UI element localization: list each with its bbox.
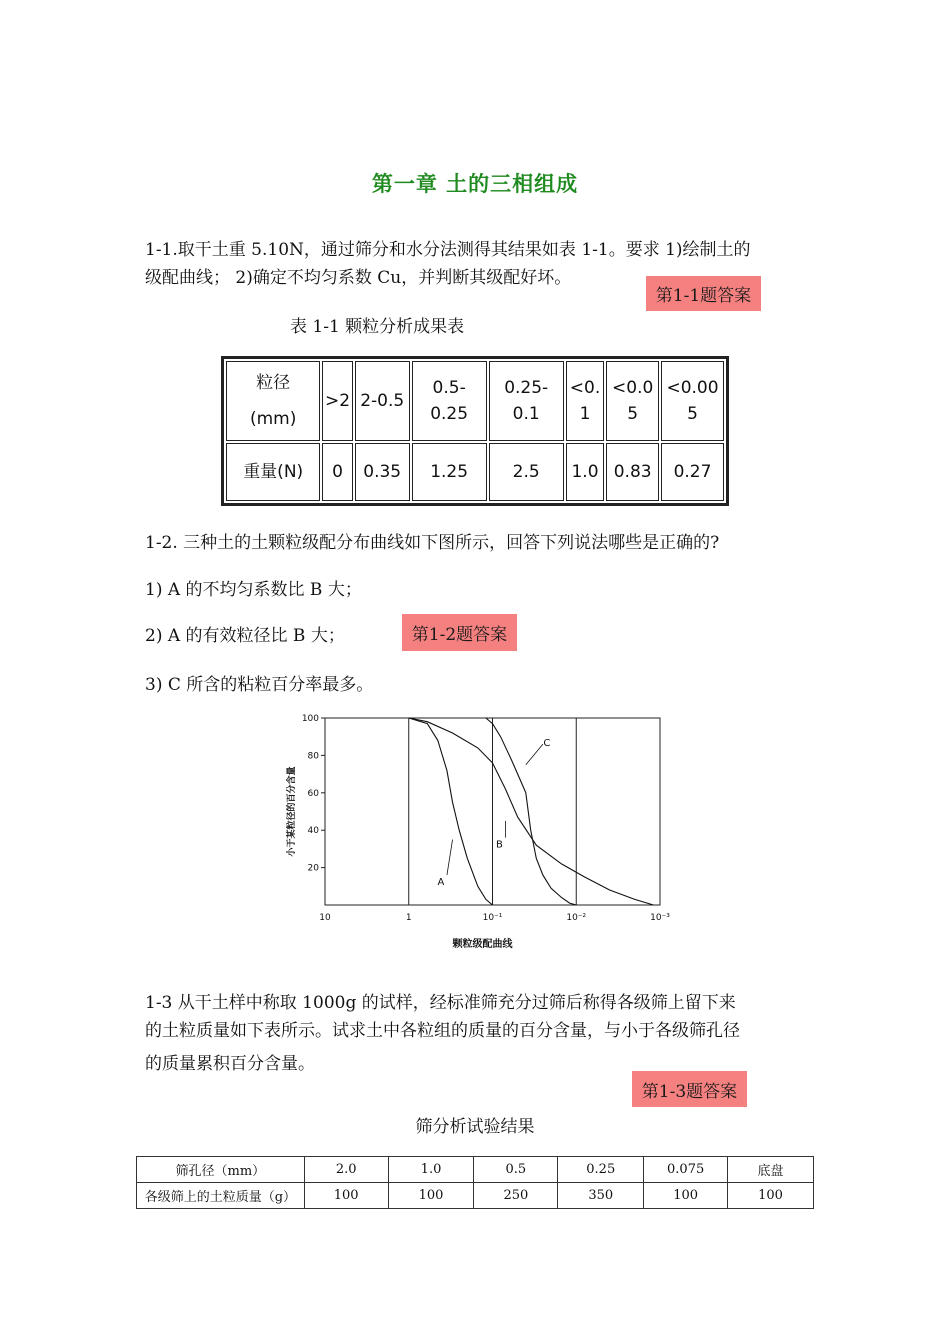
- size-range-cell: 0.25- 0.1: [489, 361, 564, 441]
- q3-text-line1: 1-3 从干土样中称取 1000g 的试样，经标准筛充分过筛后称得各级筛上留下来: [145, 993, 736, 1013]
- curve-label-a: A: [437, 877, 445, 889]
- gradation-chart: [280, 712, 680, 957]
- curve-label-b: B: [496, 839, 503, 851]
- q1-answer-button[interactable]: 第1-1题答案: [646, 276, 761, 311]
- q3-text-line3: 的质量累积百分含量。: [145, 1054, 315, 1074]
- soil-mass-cell: 100: [644, 1183, 728, 1209]
- grain-analysis-table: [221, 356, 729, 506]
- q2-option-3: 3) C 所含的粘粒百分率最多。: [145, 675, 374, 695]
- grain-size-header: [226, 361, 320, 441]
- size-range-cell: <0.0 5: [606, 361, 659, 441]
- y-tick-label: 20: [307, 863, 319, 874]
- curve-a: [409, 718, 493, 905]
- curve-c: [486, 718, 576, 905]
- y-tick-label: 100: [301, 714, 319, 724]
- soil-mass-cell: 250: [474, 1183, 558, 1209]
- q2-option-2: 2) A 的有效粒径比 B 大；: [145, 626, 345, 646]
- weight-cell: 0.27: [661, 443, 724, 501]
- y-tick-label: 60: [307, 788, 319, 799]
- grain-size-label: 粒径: [256, 373, 291, 393]
- y-tick-label: 40: [307, 826, 319, 837]
- weight-cell: 0.35: [355, 443, 410, 501]
- sieve-size-cell: 2.0: [304, 1157, 388, 1183]
- q2-option-1: 1) A 的不均匀系数比 B 大；: [145, 580, 362, 600]
- x-tick-label: 10⁻³: [650, 913, 670, 923]
- q3-table-caption: 筛分析试验结果: [415, 1117, 535, 1137]
- x-tick-label: 10: [319, 913, 331, 923]
- soil-mass-cell: 100: [728, 1183, 814, 1209]
- sieve-result-table: [136, 1156, 814, 1209]
- size-range-cell: 0.5- 0.25: [412, 361, 487, 441]
- sieve-size-cell: 底盘: [728, 1157, 814, 1183]
- q3-answer-button[interactable]: 第1-3题答案: [632, 1071, 747, 1107]
- y-axis-label: 小于某粒径的百分含量: [287, 766, 297, 857]
- sieve-size-cell: 0.25: [558, 1157, 644, 1183]
- x-tick-label: 10⁻¹: [482, 913, 503, 923]
- x-tick-label: 10⁻²: [566, 913, 587, 923]
- q1-text-line2: 级配曲线； 2)确定不均匀系数 Cu，并判断其级配好坏。: [145, 268, 572, 288]
- sieve-size-cell: 1.0: [388, 1157, 474, 1183]
- curve-b: [409, 718, 654, 905]
- weight-label: 重量(N): [226, 443, 320, 501]
- weight-cell: 1.0: [566, 443, 605, 501]
- x-tick-label: 1: [405, 913, 412, 923]
- q1-text-line1: 1-1.取干土重 5.10N，通过筛分和水分法测得其结果如表 1-1。要求 1)绘制土的: [145, 240, 751, 260]
- size-range-cell: <0. 1: [566, 361, 605, 441]
- q3-text-line2: 的土粒质量如下表所示。试求土中各粒组的质量的百分含量，与小于各级筛孔径: [145, 1021, 740, 1041]
- y-tick-label: 80: [307, 751, 319, 762]
- curve-leader: [526, 744, 543, 765]
- weight-cell: 1.25: [412, 443, 487, 501]
- soil-mass-cell: 350: [558, 1183, 644, 1209]
- soil-mass-label: 各级筛上的土粒质量（g）: [137, 1183, 305, 1209]
- curve-label-c: C: [543, 738, 551, 750]
- sieve-size-cell: 0.075: [644, 1157, 728, 1183]
- q2-text-line1: 1-2. 三种土的土颗粒级配分布曲线如下图所示，回答下列说法哪些是正确的?: [145, 533, 720, 553]
- soil-mass-cell: 100: [388, 1183, 474, 1209]
- soil-mass-cell: 100: [304, 1183, 388, 1209]
- size-range-cell: 2-0.5: [355, 361, 410, 441]
- sieve-size-cell: 0.5: [474, 1157, 558, 1183]
- q1-table-caption: 表 1-1 颗粒分析成果表: [290, 317, 465, 337]
- grain-size-unit: (mm): [249, 409, 297, 429]
- sieve-size-label: 筛孔径（mm）: [137, 1157, 305, 1183]
- size-range-cell: >2: [322, 361, 352, 441]
- x-axis-label: 颗粒级配曲线: [452, 939, 513, 950]
- weight-cell: 0.83: [606, 443, 659, 501]
- weight-cell: 0: [322, 443, 352, 501]
- weight-cell: 2.5: [489, 443, 564, 501]
- curve-leader: [447, 840, 453, 876]
- size-range-cell: <0.00 5: [661, 361, 724, 441]
- chapter-title: 第一章 土的三相组成: [371, 172, 579, 196]
- q2-answer-button[interactable]: 第1-2题答案: [402, 614, 517, 651]
